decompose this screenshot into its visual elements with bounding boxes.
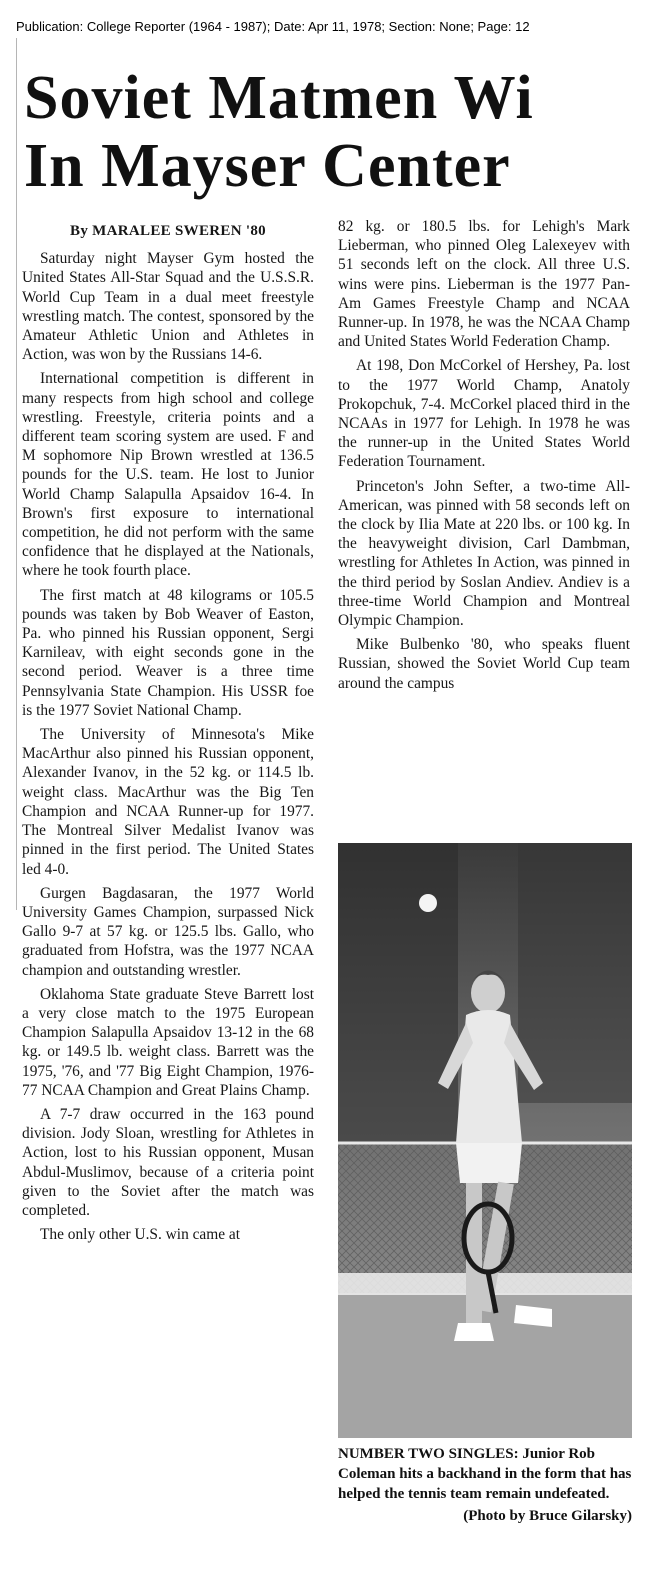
photo-caption: [338, 1444, 632, 1526]
paragraph: Saturday night Mayser Gym hosted the United States All-Star Squad and the U.S.S.R. World Cup Team in a dual meet freestyle wrestling match. The contest, sponsored by the Amateur Athletic Union and Athletes in Action, was won by the Russians 14-6.: [22, 250, 314, 364]
headline-line-1: Soviet Matmen Wi: [24, 64, 534, 132]
paragraph: The University of Minnesota's Mike MacArthur also pinned his Russian opponent, Alexander Ivanov, in the 52 kg. or 114.5 lb. weight class. MacArthur was the Big Ten Champion and NCAA Runner-up for 1977. The Montreal Silver Medalist Ivanov was pinned in the first period. The United States led 4-0.: [22, 726, 314, 878]
byline: By MARALEE SWEREN '80: [70, 223, 266, 239]
headline-line-2: In Mayser Center: [24, 132, 511, 200]
publication-line: Publication: College Reporter (1964 - 1987); Date: Apr 11, 1978; Section: None; Page: 12: [16, 19, 530, 34]
headline: [24, 64, 634, 200]
paragraph: The first match at 48 kilograms or 105.5 pounds was taken by Bob Weaver of Easton, Pa. who pinned his Russian opponent, Sergi Karnileav, with eight seconds gone in the second period. Weaver is a three time Pennsylvania State Champion. His USSR foe is the 1977 Soviet National Champ.: [22, 586, 314, 719]
left-margin-rule: [16, 38, 17, 910]
paragraph: International competition is different in many respects from high school and college wrestling. Freestyle, criteria points and a different team scoring system are used. F and M sophomore Nip Brown wrestled at 136.5 pounds for the U.S. team. He lost to Junior World Champ Salapulla Apsaidov 16-4. In Brown's first exposure to international competition, he did not perform with the same confidence that he displayed at the Nationals, where he took fourth place.: [22, 370, 314, 580]
paragraph: Oklahoma State graduate Steve Barrett lost a very close match to the 1975 European Champion Salapulla Apsaidov 13-12 in the 68 kg. or 149.5 lb. weight class. Barrett was the 1975, '76, and '77 Big Eight Champion, 1976-77 NCAA Champion and Great Plains Champ.: [22, 985, 314, 1099]
photo-credit: (Photo by Bruce Gilarsky): [463, 1508, 632, 1524]
paragraph: Princeton's John Sefter, a two-time All-American, was pinned with 58 seconds left on the clock by Ilia Mate at 220 lbs. or 100 kg. In the heavyweight division, Carl Dambman, wrestling for Athletes In Action, was pinned in the third period by Soslan Andiev. Andiev is a three-time World Champion and Montreal Olympic Champion.: [338, 477, 630, 630]
paragraph: At 198, Don McCorkel of Hershey, Pa. lost to the 1977 World Champ, Anatoly Prokopchuk, 7-4. McCorkel placed third in the NCAAs in 1977 for Lehigh. In 1978 he was the runner-up in the United States World Federation Tournament.: [338, 357, 630, 471]
paragraph: Gurgen Bagdasaran, the 1977 World University Games Champion, surpassed Nick Gallo 9-7 at 57 kg. or 125.5 lbs. Gallo, who graduated from Hofstra, was the 1977 NCAA champion and outstanding wrestler.: [22, 884, 314, 979]
paragraph: A 7-7 draw occurred in the 163 pound division. Jody Sloan, wrestling for Athletes in Action, lost to his Russian opponent, Musan Abdul-Muslimov, because of a criteria point given to the Soviet after the match was completed.: [22, 1105, 314, 1219]
caption-text: NUMBER TWO SINGLES: Junior Rob Coleman hits a backhand in the form that has helped the tennis team remain undefeated.: [338, 1446, 632, 1502]
paragraph: The only other U.S. win came at: [40, 1226, 241, 1244]
paragraph: 82 kg. or 180.5 lbs. for Lehigh's Mark Lieberman, who pinned Oleg Lalexeyev with 51 seconds left on the clock. All three U.S. wins were pins. Lieberman is the 1977 Pan-Am Games Freestyle Champ and NCAA Runner-up. In 1978, he was the NCAA Champ and United States World Federation Champ.: [338, 218, 630, 351]
article-column-2: [338, 217, 630, 693]
tennis-photo: [338, 843, 632, 1438]
article-column-1: [22, 222, 314, 1244]
tennis-player-photo-illustration: [338, 843, 632, 1438]
paragraph: Mike Bulbenko '80, who speaks fluent Russian, showed the Soviet World Cup team around the campus: [338, 636, 630, 692]
